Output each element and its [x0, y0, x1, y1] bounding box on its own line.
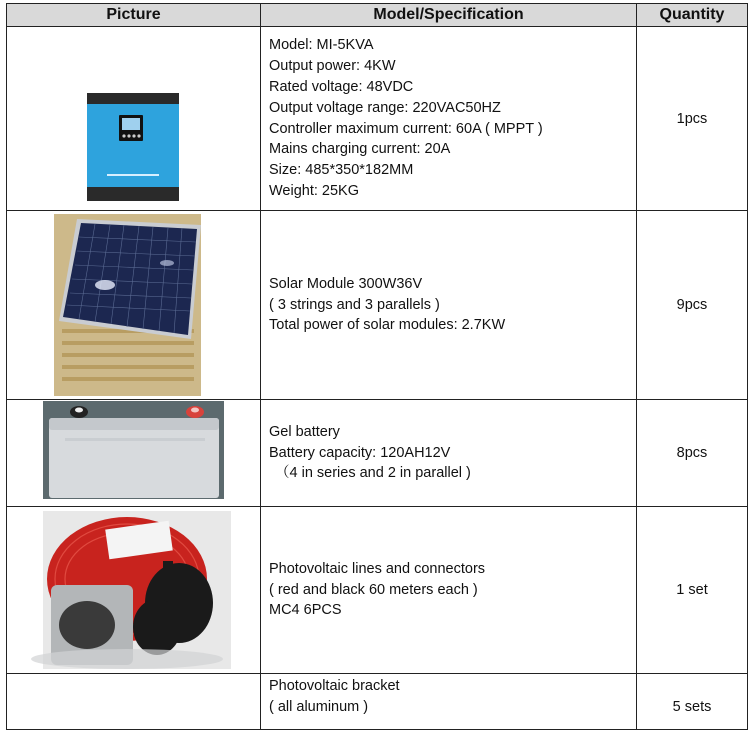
picture-cell: [7, 27, 261, 211]
header-picture: Picture: [7, 4, 261, 27]
picture-cell: [7, 507, 261, 674]
table-row: [7, 674, 748, 730]
table-row: [7, 27, 748, 211]
spec-line: Output power: 4KW: [269, 58, 396, 75]
spec-line: Solar Module 300W36V: [269, 275, 423, 292]
table-header-row: [7, 4, 748, 27]
inverter-icon: [7, 27, 260, 210]
spec-line: Gel battery: [269, 423, 340, 440]
spec-cell: [261, 674, 637, 730]
spec-line: MC4 6PCS: [269, 602, 342, 619]
quantity-cell: 5 sets: [637, 674, 748, 730]
gel-battery-icon: [7, 400, 260, 506]
spec-line: Photovoltaic bracket: [269, 678, 400, 694]
table-row: [7, 211, 748, 400]
spec-line: Battery capacity: 120AH12V: [269, 444, 451, 461]
cable-bundle-icon: [7, 507, 260, 673]
spec-line: Photovoltaic lines and connectors: [269, 560, 486, 577]
spec-line: Model: MI-5KVA: [269, 37, 374, 54]
quantity-cell: 1pcs: [637, 27, 748, 211]
spec-line: ( all aluminum ): [269, 698, 369, 715]
spec-line: ( 3 strings and 3 parallels ): [269, 296, 440, 313]
quantity-cell: 8pcs: [637, 400, 748, 507]
spec-cell: [261, 211, 637, 400]
quantity-cell: 9pcs: [637, 211, 748, 400]
spec-line: ( red and black 60 meters each ): [269, 581, 478, 598]
table-row: [7, 400, 748, 507]
spec-cell: [261, 507, 637, 674]
spec-line: Size: 485*350*182MM: [269, 162, 414, 179]
spec-line: Output voltage range: 220VAC50HZ: [269, 99, 501, 116]
spec-line: Controller maximum current: 60A ( MPPT ): [269, 120, 543, 137]
picture-cell: [7, 211, 261, 400]
spec-line: Total power of solar modules: 2.7KW: [269, 317, 506, 334]
header-spec: Model/Specification: [261, 4, 637, 27]
product-table: [6, 3, 748, 730]
header-quantity: Quantity: [637, 4, 748, 27]
spec-line: Rated voltage: 48VDC: [269, 78, 414, 95]
spec-line: Weight: 25KG: [269, 182, 360, 199]
spec-cell: [261, 400, 637, 507]
picture-cell: [7, 400, 261, 507]
quantity-cell: 1 set: [637, 507, 748, 674]
picture-cell: [7, 674, 261, 730]
table-row: [7, 507, 748, 674]
spec-cell: [261, 27, 637, 211]
spec-line: （4 in series and 2 in parallel ): [275, 465, 471, 482]
solar-panel-icon: [7, 211, 260, 399]
spec-line: Mains charging current: 20A: [269, 141, 451, 158]
